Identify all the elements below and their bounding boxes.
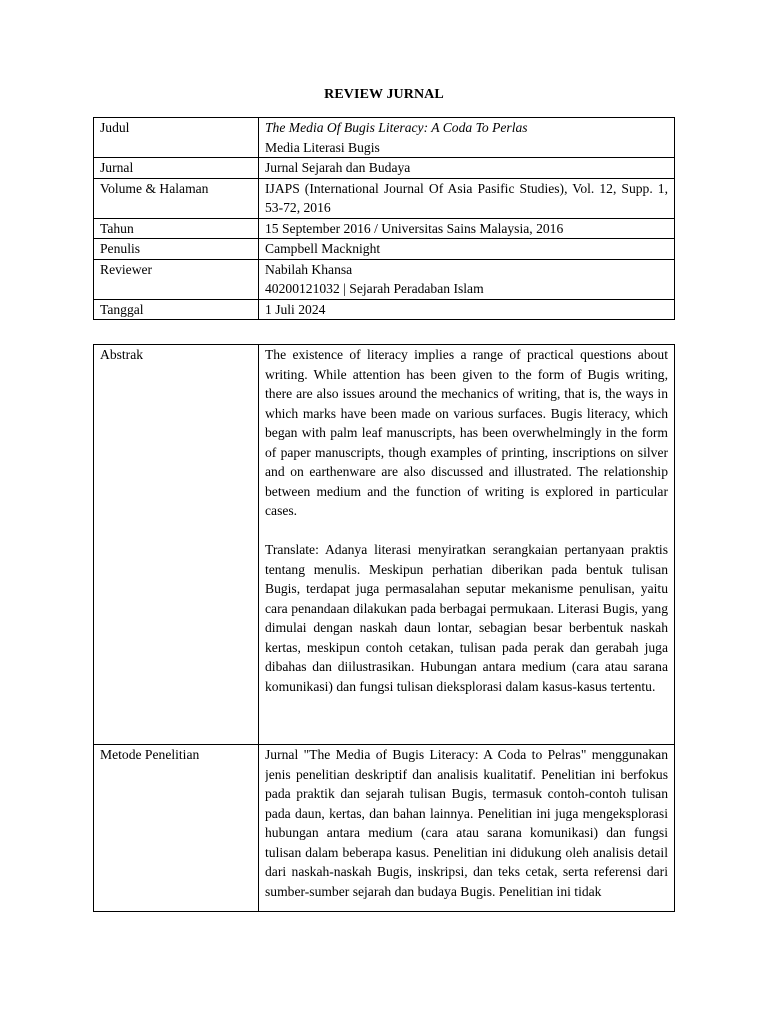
tahun-label: Tahun	[94, 218, 259, 239]
jurnal-label: Jurnal	[94, 158, 259, 179]
abstrak-label: Abstrak	[94, 345, 259, 745]
table-row-jurnal	[94, 158, 675, 179]
tanggal-label: Tanggal	[94, 299, 259, 320]
table-row-volume	[94, 178, 675, 218]
table-row-abstrak	[94, 345, 675, 745]
judul-title-english: The Media Of Bugis Literacy: A Coda To Perlas	[265, 120, 528, 135]
judul-title-indonesian: Media Literasi Bugis	[265, 139, 380, 155]
tahun-value: 15 September 2016 / Universitas Sains Malaysia, 2016	[259, 218, 675, 239]
penulis-value: Campbell Macknight	[259, 239, 675, 260]
page-title: REVIEW JURNAL	[324, 87, 444, 102]
table-row-reviewer	[94, 259, 675, 299]
volume-value	[259, 178, 675, 218]
abstrak-translation-paragraph: Translate: Adanya literasi menyiratkan serangkaian pertanyaan praktis tentang menulis. Meskipun perhatian diberikan pada bentuk tulisan Bugis, terdapat juga permasalahan seputar mekanisme penulisan, yaitu cara penandaan dilakukan pada berbagai permukaan. Literasi Bugis, yang dimulai dengan naskah daun lontar, sebagian besar berbentuk naskah kertas, meskipun contoh cetakan, tulisan pada perak dan gerabah juga dibahas dan diilustrasikan. Hubungan antara medium (cara atau sarana komunikasi) dan fungsi tulisan dieksplorasi dalam kasus-kasus tertentu.	[265, 542, 668, 694]
tanggal-value: 1 Juli 2024	[259, 299, 675, 320]
table-row-penulis	[94, 239, 675, 260]
table-row-judul	[94, 118, 675, 158]
reviewer-id-program: 40200121032 | Sejarah Peradaban Islam	[265, 281, 484, 296]
abstrak-body	[265, 345, 668, 732]
reviewer-name: Nabilah Khansa	[265, 261, 353, 277]
review-content-table	[93, 344, 675, 912]
volume-label: Volume & Halaman	[94, 178, 259, 218]
paragraph-gap	[265, 521, 668, 541]
abstrak-english-paragraph: The existence of literacy implies a range of practical questions about writing. While attention has been given to the form of Bugis writing, there are also issues around the mechanics of writing, that is, the ways in which marks have been made on various surfaces. Bugis literacy, which began with palm leaf manuscripts, has been overwhelmingly in the form of paper manuscripts, though examples of printing, inscriptions on silver and on earthenware are also discussed and illustrated. The relationship between medium and the function of writing is explored in particular cases.	[265, 347, 668, 518]
metode-label: Metode Penelitian	[94, 745, 259, 912]
table-row-metode	[94, 745, 675, 912]
abstrak-value	[259, 345, 675, 745]
journal-info-table	[93, 117, 675, 320]
jurnal-value: Jurnal Sejarah dan Budaya	[259, 158, 675, 179]
judul-value	[259, 118, 675, 158]
metode-paragraph: Jurnal "The Media of Bugis Literacy: A Coda to Pelras" menggunakan jenis penelitian deskriptif dan analisis kualitatif. Penelitian ini berfokus pada praktik dan sejarah tulisan Bugis, termasuk contoh-contoh tulisan pada daun, kertas, dan bahan lainnya. Penelitian ini juga mengeksplorasi hubungan antara medium (cara atau sarana komunikasi) dan fungsi tulisan dalam beberapa kasus. Penelitian ini didukung oleh analisis detail dari naskah-naskah Bugis, inskripsi, dan teks cetak, serta referensi dari sumber-sumber sejarah dan budaya Bugis. Penelitian ini tidak	[265, 747, 668, 899]
reviewer-value	[259, 259, 675, 299]
penulis-label: Penulis	[94, 239, 259, 260]
reviewer-label: Reviewer	[94, 259, 259, 299]
table-row-tahun	[94, 218, 675, 239]
metode-value	[259, 745, 675, 912]
volume-value-text: IJAPS (International Journal Of Asia Pasific Studies), Vol. 12, Supp. 1, 53-72, 2016	[265, 180, 668, 215]
table-row-tanggal	[94, 299, 675, 320]
judul-label: Judul	[94, 118, 259, 158]
